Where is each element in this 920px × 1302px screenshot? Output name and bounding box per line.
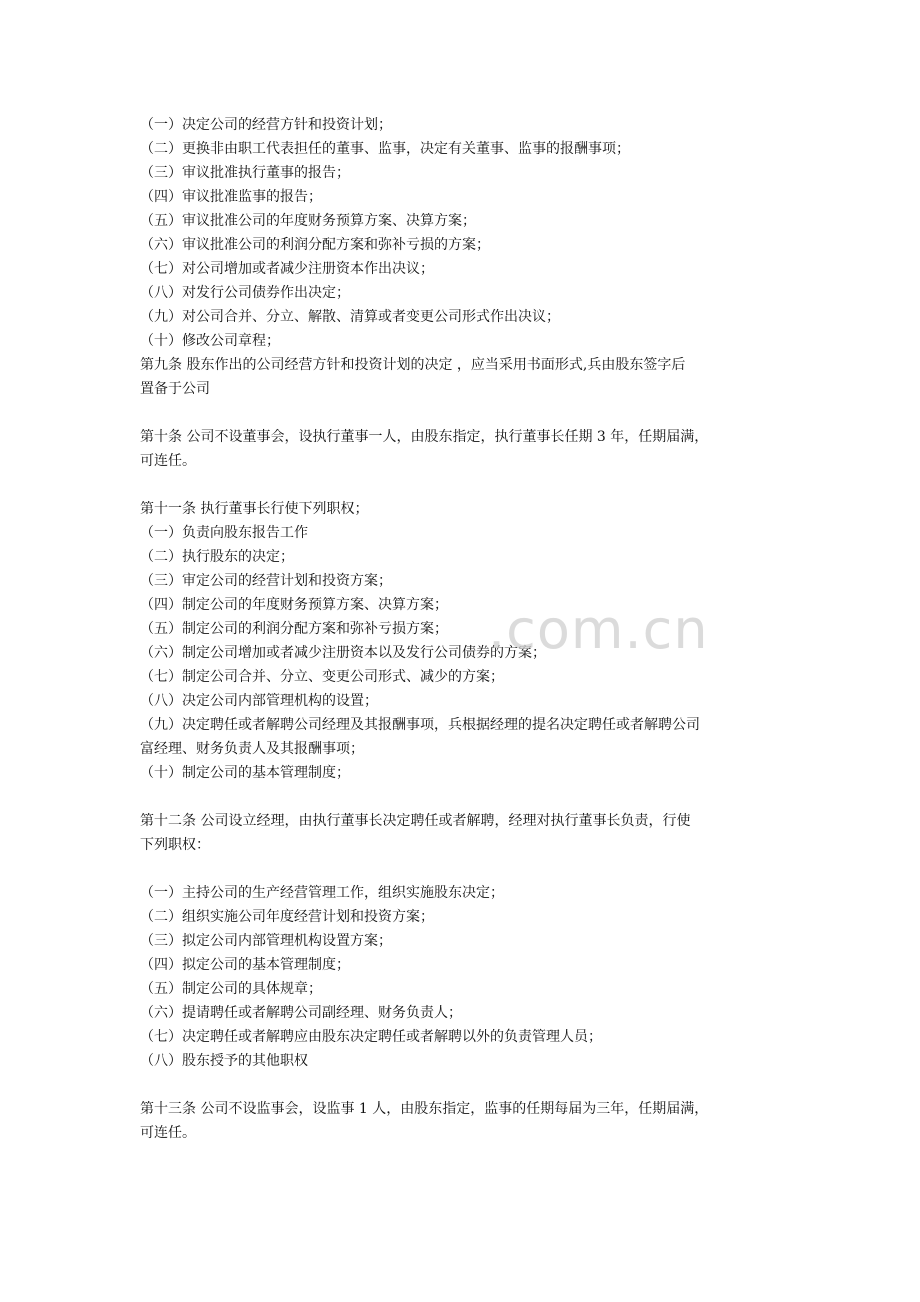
article-paragraph [140, 353, 790, 401]
paragraph-spacer [140, 401, 790, 425]
text-line: 第十条 公司不设董事会，设执行董事一人，由股东指定，执行董事长任期 3 年，任期届满， [140, 429, 709, 445]
paragraph-spacer [140, 1073, 790, 1097]
text-line: 第九条 股东作出的公司经营方针和投资计划的决定 ，应当采用书面形式,兵由股东签字后 [140, 357, 686, 373]
clause-list [140, 881, 790, 1073]
text-line: 可连任。 [140, 1125, 196, 1141]
text-line: （八）股东授予的其他职权 [140, 1053, 308, 1069]
text-line: （九）对公司合并、分立、解散、清算或者变更公司形式作出决议； [140, 309, 560, 325]
text-line: 第十二条 公司设立经理，由执行董事长决定聘任或者解聘，经理对执行董事长负责，行使 [140, 813, 691, 829]
text-line: （四）审议批准监事的报告； [140, 189, 322, 205]
text-line: （四）拟定公司的基本管理制度； [140, 957, 350, 973]
text-line: （一）主持公司的生产经营管理工作，组织实施股东决定； [140, 885, 504, 901]
watermark: .com.cn [488, 598, 709, 661]
text-line: （八）决定公司内部管理机构的设置； [140, 693, 378, 709]
text-line: （二）执行股东的决定； [140, 549, 294, 565]
text-line: （六）提请聘任或者解聘公司副经理、财务负责人； [140, 1005, 462, 1021]
clause-list [140, 497, 790, 785]
text-line: （二）组织实施公司年度经营计划和投资方案； [140, 909, 434, 925]
clause-list [140, 113, 790, 353]
text-line: （五）制定公司的具体规章； [140, 981, 322, 997]
text-line: （九）决定聘任或者解聘公司经理及其报酬事项，兵根据经理的提名决定聘任或者解聘公司 [140, 717, 700, 733]
text-line: 可连任。 [140, 453, 196, 469]
text-line: （八）对发行公司债券作出决定； [140, 285, 350, 301]
text-line: （五）制定公司的利润分配方案和弥补亏损方案； [140, 621, 448, 637]
text-line: （一）负责向股东报告工作 [140, 525, 308, 541]
paragraph-spacer [140, 785, 790, 809]
text-line: 第十三条 公司不设监事会，设监事 1 人，由股东指定，监事的任期每届为三年，任期届满， [140, 1101, 709, 1117]
text-line: （三）拟定公司内部管理机构设置方案； [140, 933, 392, 949]
text-line: （七）制定公司合并、分立、变更公司形式、减少的方案； [140, 669, 504, 685]
article-paragraph [140, 809, 790, 857]
article-paragraph [140, 425, 790, 473]
text-line: （七）对公司增加或者减少注册资本作出决议； [140, 261, 434, 277]
text-line: （五）审议批准公司的年度财务预算方案、决算方案； [140, 213, 476, 229]
text-line: （一）决定公司的经营方针和投资计划； [140, 117, 392, 133]
text-line: （六）审议批准公司的利润分配方案和弥补亏损的方案； [140, 237, 490, 253]
text-line: （四）制定公司的年度财务预算方案、决算方案； [140, 597, 448, 613]
paragraph-spacer [140, 473, 790, 497]
text-line: （三）审议批准执行董事的报告； [140, 165, 350, 181]
text-line: （七）决定聘任或者解聘应由股东决定聘任或者解聘以外的负责管理人员； [140, 1029, 602, 1045]
text-line: 置备于公司 [140, 381, 210, 397]
text-line: （二）更换非由职工代表担任的董事、监事，决定有关董事、监事的报酬事项； [140, 141, 630, 157]
text-line: （十）制定公司的基本管理制度； [140, 765, 350, 781]
text-line: 第十一条 执行董事长行使下列职权； [140, 501, 369, 517]
text-line: （三）审定公司的经营计划和投资方案； [140, 573, 392, 589]
document-body [140, 113, 790, 1145]
text-line: 富经理、财务负责人及其报酬事项； [140, 741, 364, 757]
text-line: 下列职权： [140, 837, 210, 853]
paragraph-spacer [140, 857, 790, 881]
text-line: （十）修改公司章程； [140, 333, 280, 349]
article-paragraph [140, 1097, 790, 1145]
text-line: （六）制定公司增加或者减少注册资本以及发行公司债券的方案； [140, 645, 546, 661]
